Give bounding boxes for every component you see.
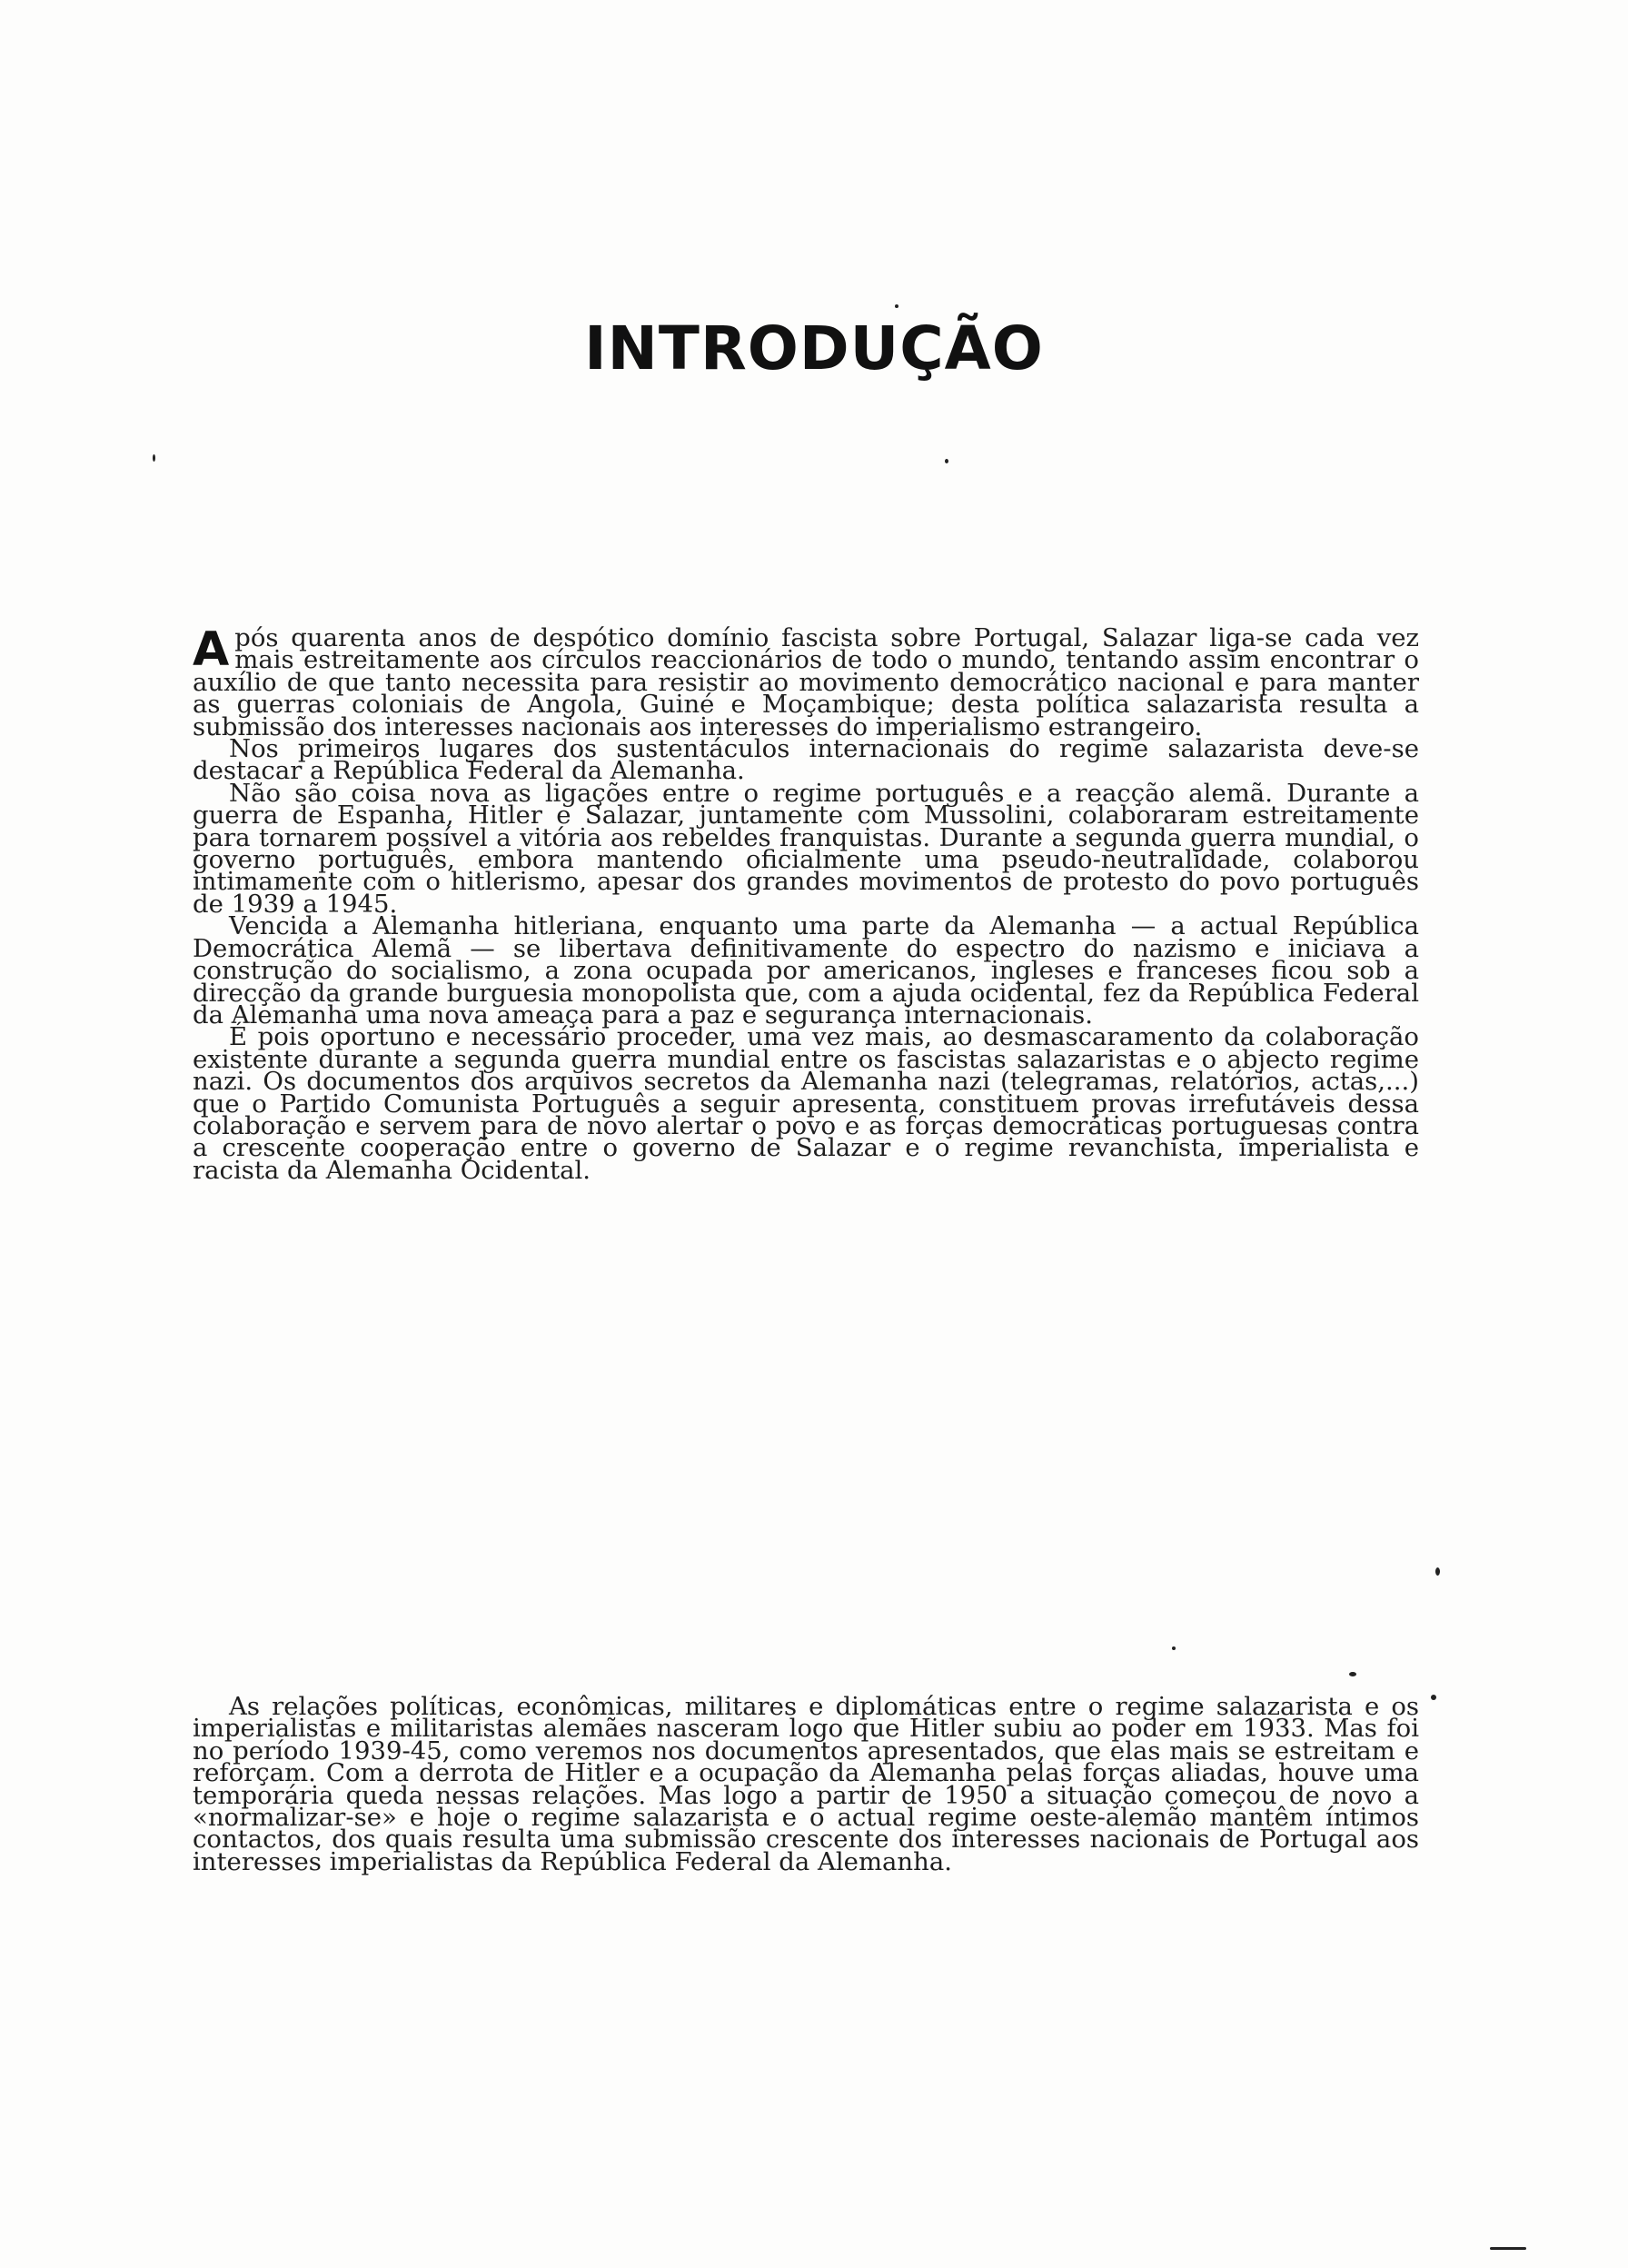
relations-section bbox=[193, 1692, 1419, 1876]
paragraph: É pois oportuno e necessário proceder, uma vez mais, ao desmascaramento da colaboração existente durante a segunda guerra mundial entre os fascistas salazaristas e o abjecto regime nazi. Os documentos dos arquivos secretos da Alemanha nazi (telegramas, relatórios, actas,...) que o Partido Comunista Português a seguir apresenta, constituem provas irrefutáveis dessa colaboração e servem para de novo alertar o povo e as forças democráticas portuguesas contra a crescente cooperação entre o governo de Salazar e o regime revanchista, imperialista e racista da Alemanha Ocidental. bbox=[193, 1022, 1419, 1185]
paragraph-text: pós quarenta anos de despótico domínio fascista sobre Portugal, Salazar liga-se cada vez mais estreitamente aos círculos reaccionários de todo o mundo, tentando assim encontrar o auxílio de que tanto necessita para resistir ao movimento democrático nacional e para manter as guerras coloniais de Angola, Guiné e Moçambique; desta política salazarista resulta a submissão dos interesses nacionais aos interesses do imperialismo estrangeiro. bbox=[193, 623, 1419, 741]
scan-speck bbox=[1490, 2247, 1526, 2250]
scan-speck bbox=[1172, 1646, 1176, 1650]
paragraph: As relações políticas, econômicas, militares e diplomáticas entre o regime salazarista e os imperialistas e militaristas alemães nasceram logo que Hitler subiu ao poder em 1933. Mas foi no período 1939-45, como veremos nos documentos apresentados, que elas mais se estreitam e reforçam. Com a derrota de Hitler e a ocupação da Alemanha pelas forças aliadas, houve uma temporária queda nessas relações. Mas logo a partir de 1950 a situação começou de novo a «normalizar-se» e hoje o regime salazarista e o actual regime oeste-alemão mantêm íntimos contactos, dos quais resulta uma submissão crescente dos interesses nacionais de Portugal aos interesses imperialistas da República Federal da Alemanha. bbox=[193, 1692, 1419, 1876]
scan-speck bbox=[1431, 1695, 1436, 1700]
paragraph bbox=[193, 622, 1419, 741]
scan-speck bbox=[1349, 1672, 1356, 1676]
paragraph: Nos primeiros lugares dos sustentáculos internacionais do regime salazarista deve-se destacar a República Federal da Alemanha. bbox=[193, 734, 1419, 786]
scan-speck bbox=[945, 459, 948, 463]
scan-speck bbox=[153, 454, 155, 462]
page-title: INTRODUÇÃO bbox=[584, 313, 1044, 383]
scan-speck bbox=[895, 304, 898, 308]
introduction-section bbox=[193, 622, 1419, 1185]
drop-cap: A bbox=[193, 622, 230, 677]
scan-speck bbox=[1435, 1567, 1440, 1576]
paragraph: Não são coisa nova as ligações entre o regime português e a reacção alemã. Durante a guerra de Espanha, Hitler e Salazar, juntamente com Mussolini, colaboraram estreitamente para tornarem possível a vitória aos rebeldes franquistas. Durante a segunda guerra mundial, o governo português, embora mantendo oficialmente uma pseudo-neutralidade, colaborou intimamente com o hitlerismo, apesar dos grandes movimentos de protesto do povo português de 1939 a 1945. bbox=[193, 778, 1419, 919]
paragraph: Vencida a Alemanha hitleriana, enquanto uma parte da Alemanha — a actual República Democrática Alemã — se libertava definitivamente do espectro do nazismo e iniciava a construção do socialismo, a zona ocupada por americanos, ingleses e franceses ficou sob a direcção da grande burguesia monopolista que, com a ajuda ocidental, fez da República Federal da Alemanha uma nova ameaça para a paz e segurança internacionais. bbox=[193, 911, 1419, 1030]
